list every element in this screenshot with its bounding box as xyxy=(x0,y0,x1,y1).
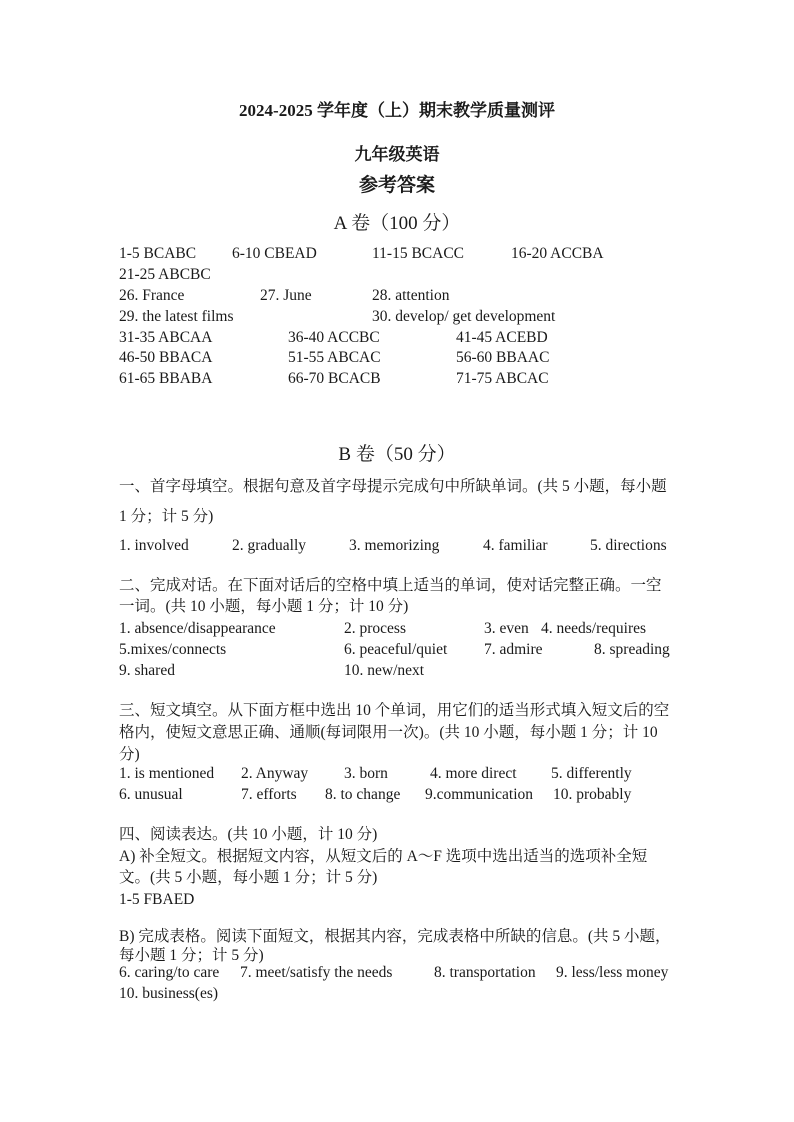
answer-cell: 4. needs/requires xyxy=(541,620,647,637)
answer-cell: 4. familiar xyxy=(483,537,548,554)
answer-cell: 10. new/next xyxy=(344,662,425,679)
answer-cell: 21-25 ABCBC xyxy=(119,266,211,283)
answer-cell: 6. peaceful/quiet xyxy=(344,641,448,658)
subject-title: 九年级英语 xyxy=(354,145,440,164)
part1-heading: 一、首字母填空。根据句意及首字母提示完成句中所缺单词。(共 5 小题，每小题 1 分；计 5 分) xyxy=(119,478,667,525)
answer-cell: 27. June xyxy=(260,287,312,304)
answer-cell: 6-10 CBEAD xyxy=(232,245,317,262)
answer-cell: 29. the latest films xyxy=(119,308,234,325)
answer-cell: 61-65 BBABA xyxy=(119,370,213,387)
answer-cell: 71-75 ABCAC xyxy=(456,370,549,387)
answer-cell: 10. business(es) xyxy=(119,985,219,1002)
answer-cell: 6. unusual xyxy=(119,786,183,803)
part4a-heading: A) 补全短文。根据短文内容，从短文后的 A～F 选项中选出适当的选项补全短文。(共 5 小题，每小题 1 分；计 5 分) xyxy=(119,848,648,886)
answer-cell: 31-35 ABCAA xyxy=(119,329,213,346)
answer-cell: 1. is mentioned xyxy=(119,765,215,782)
answer-cell: 30. develop/ get development xyxy=(372,308,556,325)
answer-cell: 5. directions xyxy=(590,537,667,554)
answer-cell: 46-50 BBACA xyxy=(119,349,213,366)
answer-cell: 3. born xyxy=(344,765,388,782)
answer-cell: 6. caring/to care xyxy=(119,964,220,981)
answer-cell: 56-60 BBAAC xyxy=(456,349,550,366)
answer-cell: 41-45 ACEBD xyxy=(456,329,548,346)
part4-heading: 四、阅读表达。(共 10 小题，计 10 分) xyxy=(119,826,378,843)
answer-cell: 1. absence/disappearance xyxy=(119,620,276,637)
answer-cell: 9. less/less money xyxy=(556,964,669,981)
document-title: 2024-2025 学年度（上）期末教学质量测评 xyxy=(239,101,555,120)
answer-cell: 2. gradually xyxy=(232,537,307,554)
part2-heading: 二、完成对话。在下面对话后的空格中填上适当的单词，使对话完整正确。一空一词。(共 10 小题，每小题 1 分；计 10 分) xyxy=(119,577,662,615)
answer-cell: 2. Anyway xyxy=(241,765,309,782)
answer-cell: 3. even xyxy=(484,620,529,637)
answer-cell: 9. shared xyxy=(119,662,175,679)
answer-cell: 8. to change xyxy=(325,786,401,803)
part4b-heading: B) 完成表格。阅读下面短文，根据其内容，完成表格中所缺的信息。(共 5 小题，每小题 1 分；计 5 分) xyxy=(119,928,671,964)
answer-cell: 8. spreading xyxy=(594,641,670,658)
section-b-title: B 卷（50 分） xyxy=(338,444,456,465)
answer-cell: 66-70 BCACB xyxy=(288,370,381,387)
answer-cell: 36-40 ACCBC xyxy=(288,329,380,346)
answer-cell: 5.mixes/connects xyxy=(119,641,227,658)
answer-cell: 11-15 BCACC xyxy=(372,245,465,262)
answer-cell: 9.communication xyxy=(425,786,534,803)
answer-cell: 28. attention xyxy=(372,287,450,304)
answer-cell: 8. transportation xyxy=(434,964,536,981)
answer-cell: 5. differently xyxy=(551,765,632,782)
answer-cell: 2. process xyxy=(344,620,406,637)
answer-cell: 7. admire xyxy=(484,641,543,658)
part3-heading: 三、短文填空。从下面方框中选出 10 个单词，用它们的适当形式填入短文后的空格内，使短文意思正确、通顺(每词限用一次)。(共 10 小题，每小题 1 分；计 10 分) xyxy=(119,702,670,763)
part4a-answer: 1-5 FBAED xyxy=(119,891,195,908)
answer-cell: 3. memorizing xyxy=(349,537,440,554)
section-a-title: A 卷（100 分） xyxy=(333,213,461,234)
answer-key-title: 参考答案 xyxy=(358,175,435,196)
answer-cell: 1. involved xyxy=(119,537,189,554)
answer-cell: 7. efforts xyxy=(241,786,297,803)
answer-cell: 7. meet/satisfy the needs xyxy=(240,964,393,981)
answer-cell: 4. more direct xyxy=(430,765,517,782)
answer-cell: 10. probably xyxy=(553,786,632,803)
answer-cell: 26. France xyxy=(119,287,185,304)
answer-cell: 1-5 BCABC xyxy=(119,245,197,262)
answer-cell: 51-55 ABCAC xyxy=(288,349,381,366)
answer-cell: 16-20 ACCBA xyxy=(511,245,604,262)
